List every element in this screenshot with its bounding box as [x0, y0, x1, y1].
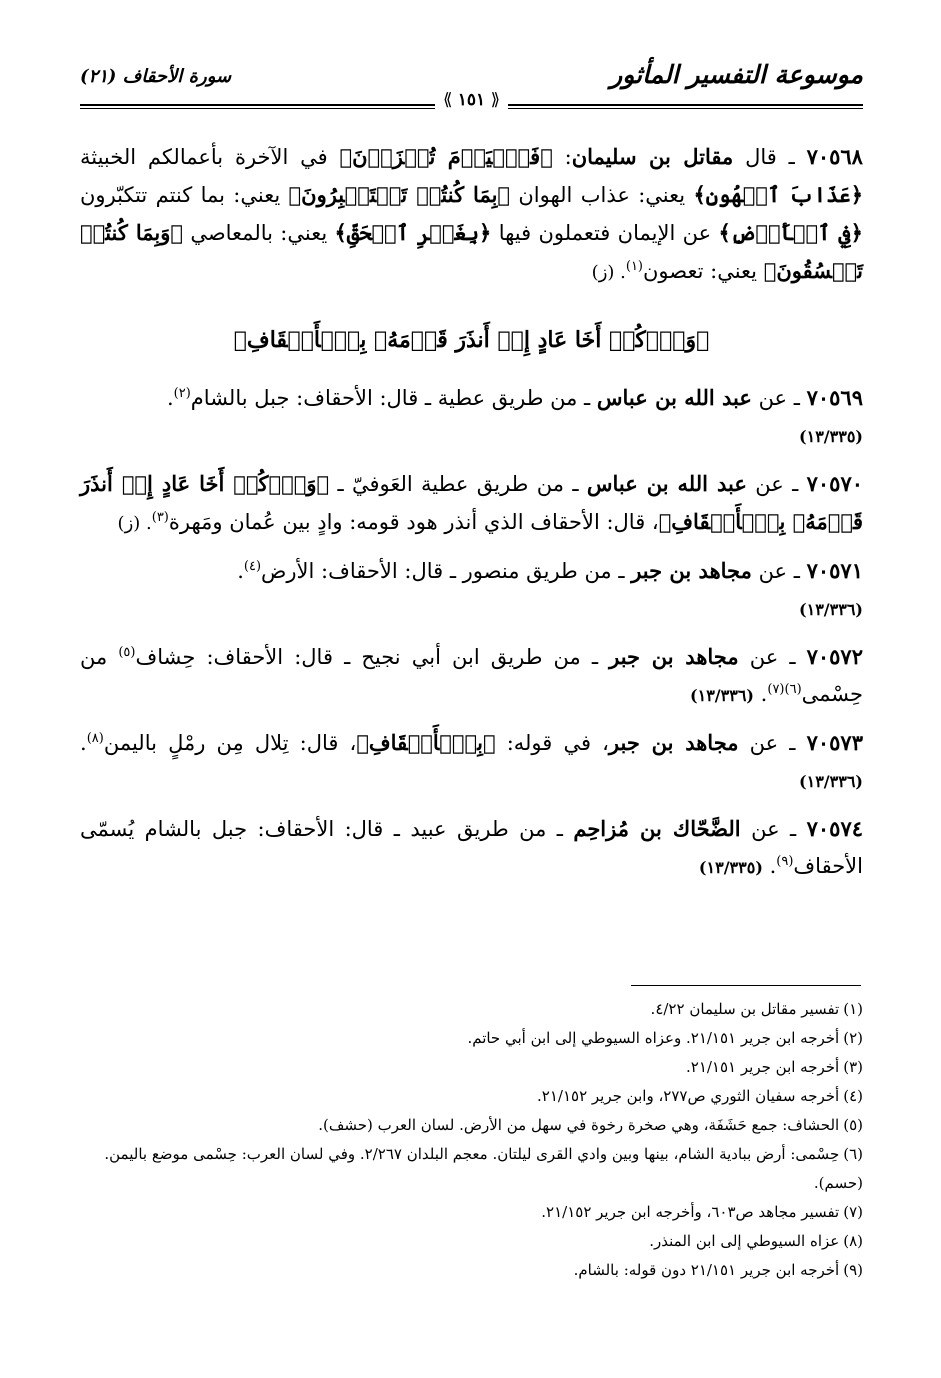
entry-text: ـ من طريق عطية العَوفيّ ـ — [337, 472, 579, 496]
footnote-text: حِسْمى: أرض ببادية الشام، بينها وبين وادي القرى ليلتان. معجم البلدان ٢/٢٦٧. وفي لسان العرب: حِسْمى موضع باليمن. (حسم). — [104, 1145, 863, 1192]
entry-end: . — [237, 559, 244, 583]
quran-quote: ﴿عَذَابَ ٱلۡهُونِ﴾ — [693, 182, 863, 207]
footnote-text: أخرجه ابن جرير ٢١/١٥١. وعزاه السيوطي إلى ابن أبي حاتم. — [467, 1029, 840, 1047]
entry-end: . (ز) — [117, 513, 152, 534]
quran-quote: ﴿بِغَيۡرِ ٱلۡحَقِّ﴾ — [334, 220, 492, 245]
entry-text: ـ قال — [745, 145, 795, 169]
entry-text: ـ من طريق ابن أبي نجيح ـ قال: الأحقاف: حِشاف — [135, 645, 598, 669]
volume-reference: (١٣/٣٣٥) — [698, 858, 763, 877]
entry-70572 — [80, 638, 863, 714]
volume-reference: (١٣/٣٣٦) — [799, 772, 863, 791]
footnote-number: (٥) — [843, 1116, 863, 1134]
entry-number: ٧٠٥٧٣ — [806, 730, 863, 755]
volume-reference: (١٣/٣٣٦) — [690, 686, 754, 705]
entry-text: ـ من طريق منصور ـ قال: الأحقاف: الأرض — [261, 559, 625, 583]
entry-text: ـ عن — [758, 386, 800, 410]
quran-quote: ﴿بِٱلۡأَحۡقَافِ﴾ — [356, 730, 496, 755]
quran-quote: ﴿فَٱلۡيَوۡمَ تُجۡزَوۡنَ﴾ — [339, 144, 553, 169]
narrator-name: الضَّحّاك بن مُزاحِم — [573, 816, 741, 841]
narrator-name: عبد الله بن عباس — [586, 471, 747, 496]
footnote-text: أخرجه ابن جرير ٢١/١٥١ دون قوله: بالشام. — [573, 1261, 840, 1279]
footnote-6 — [80, 1140, 863, 1198]
entry-70569 — [80, 379, 863, 455]
entry-text: يعني: عذاب الهوان — [518, 183, 686, 207]
entry-text: ـ من طريق عطية ـ قال: الأحقاف: جبل بالشام — [190, 386, 591, 410]
footnote-marker: (٩) — [776, 854, 794, 869]
entry-number: ٧٠٥٧٤ — [806, 816, 864, 841]
entry-text: في الآخرة بأعمالكم الخبيثة — [80, 145, 328, 169]
quran-quote: ﴿فِي ٱلۡأَرۡضِ﴾ — [718, 220, 863, 245]
entry-text: يعني: بالمعاصي — [190, 221, 328, 245]
narrator-name: مجاهد بن جبر — [608, 730, 739, 755]
entry-text: ـ عن — [751, 817, 797, 841]
footnote-text: أخرجه ابن جرير ٢١/١٥١. — [685, 1058, 840, 1076]
entry-text: يعني: تعصون — [643, 259, 758, 283]
footnote-text: تفسير مجاهد ص٦٠٣، وأخرجه ابن جرير ٢١/١٥٢. — [541, 1203, 840, 1221]
footnote-number: (٨) — [843, 1232, 863, 1250]
footnote-8 — [80, 1227, 863, 1256]
entry-text: يعني: بما كنتم تتكبّرون — [80, 183, 281, 207]
footnote-5 — [80, 1111, 863, 1140]
entry-70573 — [80, 724, 863, 800]
narrator-name: مقاتل بن سليمان — [571, 144, 734, 169]
footnote-marker: (٣) — [151, 510, 169, 525]
entry-70570 — [80, 465, 863, 542]
entry-number: ٧٠٥٦٨ — [806, 144, 863, 169]
entry-text: ـ عن — [755, 472, 799, 496]
footnote-9 — [80, 1256, 863, 1285]
entry-end: . — [760, 682, 768, 706]
entry-text: عن الإيمان فتعملون فيها — [498, 221, 712, 245]
footnote-divider — [631, 985, 861, 986]
footnote-number: (٦) — [843, 1145, 863, 1163]
page-header — [80, 60, 863, 110]
entry-text: ـ عن — [749, 645, 796, 669]
footnote-text: أخرجه سفيان الثوري ص٢٧٧، وابن جرير ٢١/١٥٢. — [537, 1087, 840, 1105]
footnote-text: عزاه السيوطي إلى ابن المنذر. — [649, 1232, 840, 1250]
footnote-marker: (٥) — [118, 645, 136, 660]
footnote-2 — [80, 1024, 863, 1053]
entry-70571 — [80, 552, 863, 628]
verse-heading: ﴿وَٱذۡكُرۡ أَخَا عَادٍ إِذۡ أَنذَرَ قَوۡمَهُۥ بِٱلۡأَحۡقَافِ﴾ — [233, 327, 710, 353]
narrator-name: مجاهد بن جبر — [631, 558, 752, 583]
footnote-text: الحشاف: جمع حَشَفَة، وهي صخرة رخوة في سهل من الأرض. لسان العرب (حشف). — [318, 1116, 840, 1134]
footnote-text: تفسير مقاتل بن سليمان ٤/٢٢. — [650, 1000, 840, 1018]
footnote-marker: (٦)(٧) — [767, 682, 802, 697]
quran-quote: ﴿وَٱذۡكُرۡ أَخَا عَادٍ إِذۡ أَنذَرَ قَوۡمَهُۥ بِٱلۡأَحۡقَافِ﴾ — [80, 471, 863, 534]
footnote-number: (٢) — [843, 1029, 863, 1047]
footnote-3 — [80, 1053, 863, 1082]
footnote-marker: (٨) — [86, 731, 104, 746]
quran-quote: ﴿بِمَا كُنتُمۡ تَسۡتَكۡبِرُونَ﴾ — [288, 182, 511, 207]
entry-text: ، قال: الأحقاف الذي أنذر هود قومه: وادٍ بين عُمان ومَهرة — [168, 510, 659, 534]
entry-number: ٧٠٥٦٩ — [806, 385, 863, 410]
entry-end: . — [166, 386, 174, 410]
footnote-marker: (٤) — [243, 559, 262, 574]
footnote-number: (١) — [843, 1000, 863, 1018]
footnote-4 — [80, 1082, 863, 1111]
book-title: موسوعة التفسير المأثور — [610, 60, 863, 89]
footnote-7 — [80, 1198, 863, 1227]
entry-text: ، في قوله: — [506, 731, 609, 755]
footnote-1 — [80, 995, 863, 1024]
footnote-number: (٧) — [843, 1203, 863, 1221]
volume-reference: (١٣/٣٣٦) — [799, 600, 863, 619]
entry-number: ٧٠٥٧٢ — [806, 644, 863, 669]
entry-70568 — [80, 138, 863, 291]
entry-text: من حِسْمى — [80, 645, 863, 706]
surah-label: سورة الأحقاف (٢١) — [80, 66, 232, 87]
entry-text: : — [564, 145, 572, 169]
entry-end: . (ز) — [591, 262, 626, 283]
narrator-name: مجاهد بن جبر — [609, 644, 739, 669]
footnote-number: (٤) — [843, 1087, 863, 1105]
footnote-marker: (١) — [625, 259, 643, 274]
footnote-number: (٣) — [843, 1058, 863, 1076]
entry-number: ٧٠٥٧٠ — [806, 471, 864, 496]
entry-70574 — [80, 810, 863, 886]
narrator-name: عبد الله بن عباس — [596, 385, 752, 410]
footnotes — [80, 995, 863, 1285]
footnote-marker: (٢) — [173, 386, 191, 401]
entry-number: ٧٠٥٧١ — [806, 558, 863, 583]
entry-end: . — [80, 731, 87, 755]
volume-reference: (١٣/٣٣٥) — [799, 427, 863, 446]
entry-text: ـ عن — [758, 559, 800, 583]
main-content — [80, 138, 863, 896]
page-number-wrap — [80, 90, 863, 110]
entry-text: ـ عن — [749, 731, 796, 755]
entry-end: . — [769, 854, 777, 878]
entry-text: ـ من طريق عبيد ـ قال: الأحقاف: جبل بالشام يُسمّى الأحقاف — [80, 817, 863, 878]
quran-quote: ﴿وَبِمَا كُنتُمۡ تَفۡسُقُونَ﴾ — [80, 220, 863, 283]
entry-text: ، قال: تِلال مِن رمْلٍ باليمن — [103, 731, 357, 755]
footnote-number: (٩) — [843, 1261, 863, 1279]
page-number: ⟪ ١٥١ ⟫ — [435, 90, 508, 110]
